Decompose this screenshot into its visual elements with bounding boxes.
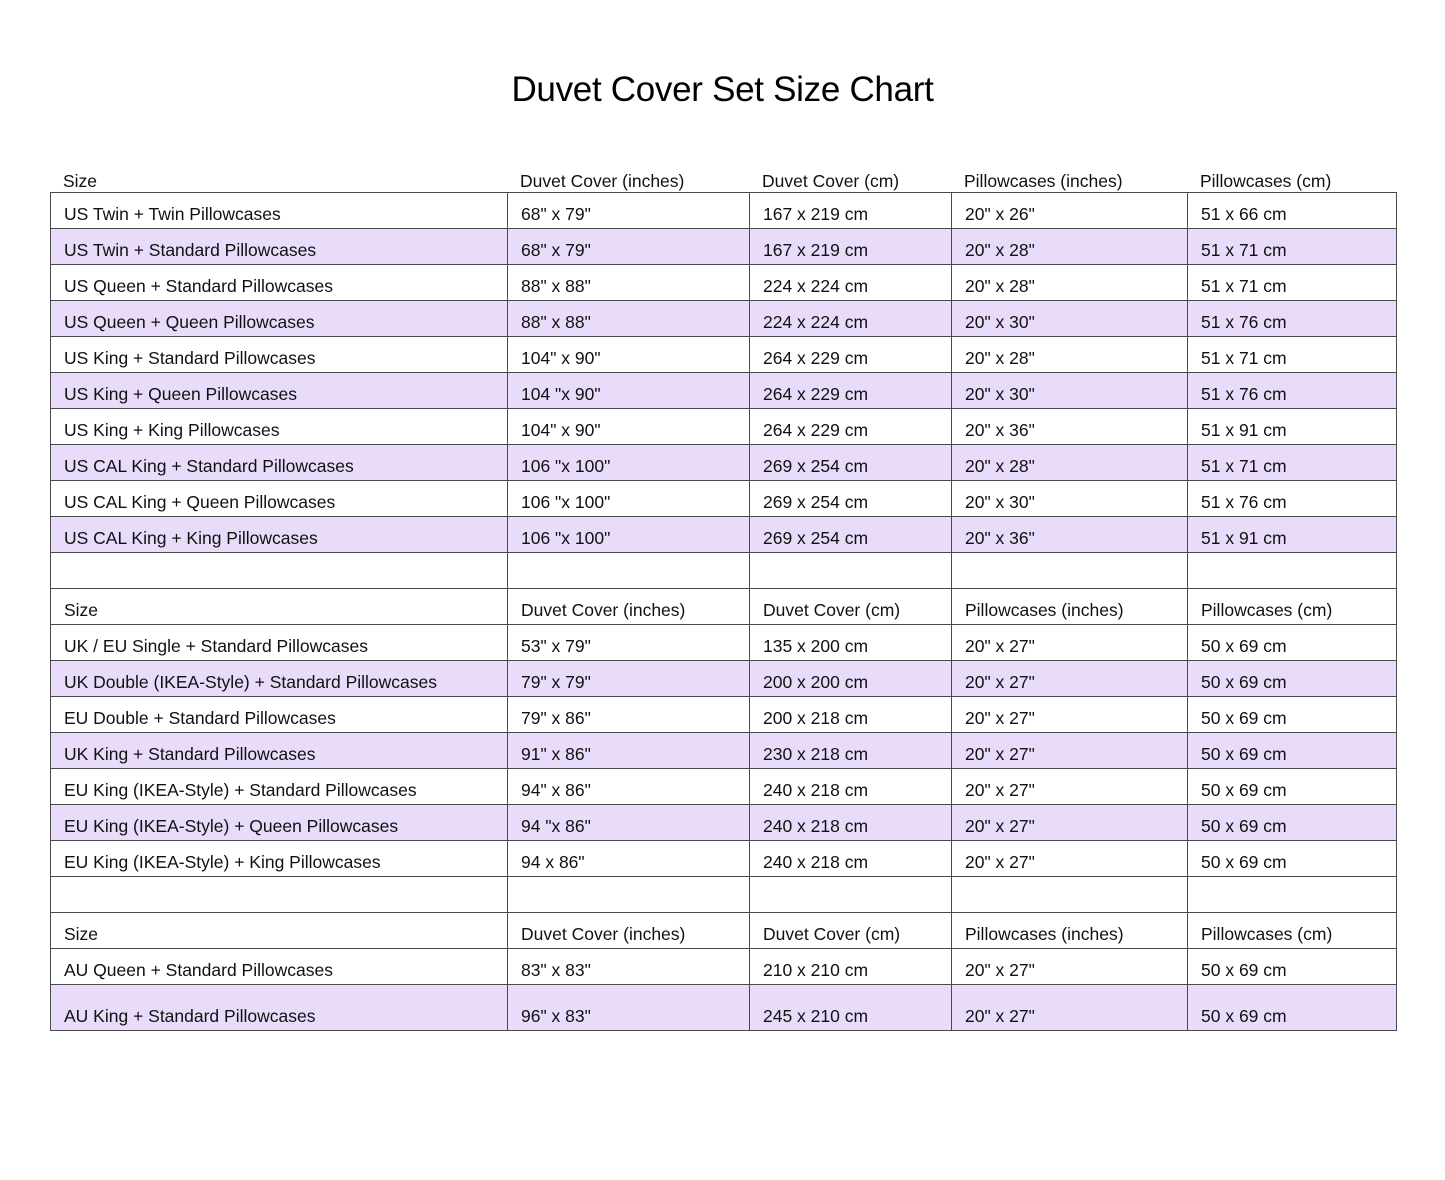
column-header-pillow-inches: Pillowcases (inches) xyxy=(952,589,1188,625)
page-title: Duvet Cover Set Size Chart xyxy=(511,70,934,109)
cell-pillow-cm: 50 x 69 cm xyxy=(1188,949,1397,985)
cell-pillow-inches: 20" x 30" xyxy=(952,373,1188,409)
cell-pillow-inches: 20" x 30" xyxy=(952,481,1188,517)
section-header-row xyxy=(51,913,1397,949)
cell-pillow-inches: 20" x 27" xyxy=(952,841,1188,877)
cell-size: US Twin + Standard Pillowcases xyxy=(51,229,508,265)
cell-duvet-inches: 104" x 90" xyxy=(508,337,750,373)
column-header-duvet-inches: Duvet Cover (inches) xyxy=(508,589,750,625)
cell-duvet-inches: 94" x 86" xyxy=(508,769,750,805)
cell-pillow-inches: 20" x 27" xyxy=(952,661,1188,697)
cell-pillow-cm: 51 x 71 cm xyxy=(1188,445,1397,481)
cell-pillow-cm xyxy=(1188,553,1397,589)
section-header-row xyxy=(51,589,1397,625)
cell-size: EU Double + Standard Pillowcases xyxy=(51,697,508,733)
cell-duvet-inches: 94 "x 86" xyxy=(508,805,750,841)
cell-pillow-inches: 20" x 27" xyxy=(952,805,1188,841)
cell-pillow-cm: 51 x 91 cm xyxy=(1188,517,1397,553)
table-row xyxy=(51,373,1397,409)
size-chart-table xyxy=(50,192,1397,1031)
cell-duvet-inches: 94 x 86" xyxy=(508,841,750,877)
cell-duvet-cm: 200 x 218 cm xyxy=(750,697,952,733)
cell-pillow-inches: 20" x 27" xyxy=(952,769,1188,805)
column-header-size: Size xyxy=(63,171,98,191)
cell-size: US Queen + Queen Pillowcases xyxy=(51,301,508,337)
cell-duvet-inches: 79" x 79" xyxy=(508,661,750,697)
column-header-pillow-cm: Pillowcases (cm) xyxy=(1200,171,1332,191)
cell-duvet-cm xyxy=(750,553,952,589)
column-header-duvet-inches: Duvet Cover (inches) xyxy=(508,913,750,949)
cell-size: US CAL King + King Pillowcases xyxy=(51,517,508,553)
column-header-pillow-cm: Pillowcases (cm) xyxy=(1188,913,1397,949)
spacer-row xyxy=(51,553,1397,589)
cell-pillow-inches: 20" x 36" xyxy=(952,409,1188,445)
column-header-duvet-cm: Duvet Cover (cm) xyxy=(750,589,952,625)
table-row xyxy=(51,985,1397,1031)
cell-pillow-inches xyxy=(952,553,1188,589)
table-row xyxy=(51,661,1397,697)
column-header-size: Size xyxy=(51,913,508,949)
cell-pillow-cm: 50 x 69 cm xyxy=(1188,769,1397,805)
cell-pillow-inches: 20" x 26" xyxy=(952,193,1188,229)
cell-pillow-inches: 20" x 36" xyxy=(952,517,1188,553)
column-header-duvet-inches: Duvet Cover (inches) xyxy=(520,171,685,191)
cell-pillow-inches: 20" x 28" xyxy=(952,337,1188,373)
cell-size: UK / EU Single + Standard Pillowcases xyxy=(51,625,508,661)
cell-pillow-cm xyxy=(1188,877,1397,913)
cell-size: US Queen + Standard Pillowcases xyxy=(51,265,508,301)
cell-size: US King + King Pillowcases xyxy=(51,409,508,445)
cell-duvet-inches xyxy=(508,553,750,589)
cell-duvet-cm: 240 x 218 cm xyxy=(750,841,952,877)
cell-duvet-cm: 135 x 200 cm xyxy=(750,625,952,661)
cell-duvet-inches: 104" x 90" xyxy=(508,409,750,445)
table-row xyxy=(51,517,1397,553)
table-row xyxy=(51,625,1397,661)
cell-duvet-cm: 269 x 254 cm xyxy=(750,445,952,481)
table-row xyxy=(51,265,1397,301)
cell-pillow-cm: 51 x 66 cm xyxy=(1188,193,1397,229)
table-header xyxy=(50,163,1395,193)
spacer-row xyxy=(51,877,1397,913)
cell-size xyxy=(51,877,508,913)
cell-duvet-cm: 264 x 229 cm xyxy=(750,373,952,409)
column-header-size: Size xyxy=(51,589,508,625)
cell-duvet-inches: 68" x 79" xyxy=(508,229,750,265)
cell-size: AU Queen + Standard Pillowcases xyxy=(51,949,508,985)
cell-pillow-cm: 50 x 69 cm xyxy=(1188,805,1397,841)
cell-pillow-inches xyxy=(952,877,1188,913)
table-row xyxy=(51,841,1397,877)
cell-duvet-inches: 104 "x 90" xyxy=(508,373,750,409)
table-row xyxy=(51,481,1397,517)
cell-pillow-inches: 20" x 27" xyxy=(952,697,1188,733)
cell-pillow-cm: 50 x 69 cm xyxy=(1188,661,1397,697)
table-row xyxy=(51,229,1397,265)
cell-pillow-cm: 50 x 69 cm xyxy=(1188,985,1397,1031)
cell-duvet-inches: 88" x 88" xyxy=(508,301,750,337)
table-row xyxy=(51,301,1397,337)
cell-size xyxy=(51,553,508,589)
table-row xyxy=(51,769,1397,805)
cell-size: EU King (IKEA-Style) + King Pillowcases xyxy=(51,841,508,877)
cell-duvet-inches: 91" x 86" xyxy=(508,733,750,769)
cell-size: US King + Queen Pillowcases xyxy=(51,373,508,409)
cell-duvet-cm: 200 x 200 cm xyxy=(750,661,952,697)
cell-size: UK King + Standard Pillowcases xyxy=(51,733,508,769)
cell-duvet-cm: 210 x 210 cm xyxy=(750,949,952,985)
cell-pillow-inches: 20" x 28" xyxy=(952,265,1188,301)
cell-pillow-cm: 51 x 76 cm xyxy=(1188,301,1397,337)
cell-duvet-cm xyxy=(750,877,952,913)
cell-size: UK Double (IKEA-Style) + Standard Pillowcases xyxy=(51,661,508,697)
cell-pillow-cm: 51 x 71 cm xyxy=(1188,337,1397,373)
column-header-pillow-inches: Pillowcases (inches) xyxy=(964,171,1123,191)
table-row xyxy=(51,409,1397,445)
cell-duvet-inches: 79" x 86" xyxy=(508,697,750,733)
cell-size: US CAL King + Standard Pillowcases xyxy=(51,445,508,481)
cell-pillow-inches: 20" x 28" xyxy=(952,445,1188,481)
cell-duvet-cm: 240 x 218 cm xyxy=(750,805,952,841)
cell-pillow-cm: 50 x 69 cm xyxy=(1188,733,1397,769)
cell-duvet-inches xyxy=(508,877,750,913)
cell-pillow-inches: 20" x 27" xyxy=(952,733,1188,769)
cell-duvet-cm: 224 x 224 cm xyxy=(750,265,952,301)
cell-duvet-inches: 83" x 83" xyxy=(508,949,750,985)
cell-pillow-cm: 50 x 69 cm xyxy=(1188,841,1397,877)
cell-size: US King + Standard Pillowcases xyxy=(51,337,508,373)
table-row xyxy=(51,949,1397,985)
table-row xyxy=(51,805,1397,841)
cell-pillow-inches: 20" x 27" xyxy=(952,985,1188,1031)
cell-duvet-cm: 245 x 210 cm xyxy=(750,985,952,1031)
cell-duvet-cm: 167 x 219 cm xyxy=(750,193,952,229)
table-row xyxy=(51,697,1397,733)
cell-duvet-cm: 264 x 229 cm xyxy=(750,409,952,445)
cell-size: US CAL King + Queen Pillowcases xyxy=(51,481,508,517)
cell-duvet-inches: 106 "x 100" xyxy=(508,445,750,481)
cell-pillow-cm: 50 x 69 cm xyxy=(1188,625,1397,661)
cell-duvet-inches: 88" x 88" xyxy=(508,265,750,301)
cell-pillow-inches: 20" x 27" xyxy=(952,949,1188,985)
column-header-pillow-cm: Pillowcases (cm) xyxy=(1188,589,1397,625)
table-row xyxy=(51,445,1397,481)
column-header-duvet-cm: Duvet Cover (cm) xyxy=(762,171,900,191)
cell-duvet-inches: 96" x 83" xyxy=(508,985,750,1031)
cell-size: US Twin + Twin Pillowcases xyxy=(51,193,508,229)
table-row xyxy=(51,337,1397,373)
column-header-pillow-inches: Pillowcases (inches) xyxy=(952,913,1188,949)
cell-duvet-cm: 167 x 219 cm xyxy=(750,229,952,265)
cell-pillow-inches: 20" x 30" xyxy=(952,301,1188,337)
column-header-duvet-cm: Duvet Cover (cm) xyxy=(750,913,952,949)
cell-pillow-cm: 51 x 91 cm xyxy=(1188,409,1397,445)
cell-pillow-cm: 51 x 76 cm xyxy=(1188,373,1397,409)
cell-duvet-inches: 106 "x 100" xyxy=(508,481,750,517)
cell-duvet-cm: 269 x 254 cm xyxy=(750,481,952,517)
cell-pillow-inches: 20" x 28" xyxy=(952,229,1188,265)
cell-duvet-cm: 230 x 218 cm xyxy=(750,733,952,769)
table-row xyxy=(51,193,1397,229)
cell-duvet-cm: 264 x 229 cm xyxy=(750,337,952,373)
cell-pillow-cm: 51 x 71 cm xyxy=(1188,229,1397,265)
cell-pillow-cm: 51 x 76 cm xyxy=(1188,481,1397,517)
cell-pillow-cm: 50 x 69 cm xyxy=(1188,697,1397,733)
cell-duvet-inches: 53" x 79" xyxy=(508,625,750,661)
cell-size: EU King (IKEA-Style) + Standard Pillowcases xyxy=(51,769,508,805)
cell-pillow-cm: 51 x 71 cm xyxy=(1188,265,1397,301)
cell-pillow-inches: 20" x 27" xyxy=(952,625,1188,661)
cell-duvet-inches: 106 "x 100" xyxy=(508,517,750,553)
cell-duvet-cm: 224 x 224 cm xyxy=(750,301,952,337)
cell-duvet-inches: 68" x 79" xyxy=(508,193,750,229)
cell-size: EU King (IKEA-Style) + Queen Pillowcases xyxy=(51,805,508,841)
cell-size: AU King + Standard Pillowcases xyxy=(51,985,508,1031)
cell-duvet-cm: 240 x 218 cm xyxy=(750,769,952,805)
cell-duvet-cm: 269 x 254 cm xyxy=(750,517,952,553)
table-row xyxy=(51,733,1397,769)
